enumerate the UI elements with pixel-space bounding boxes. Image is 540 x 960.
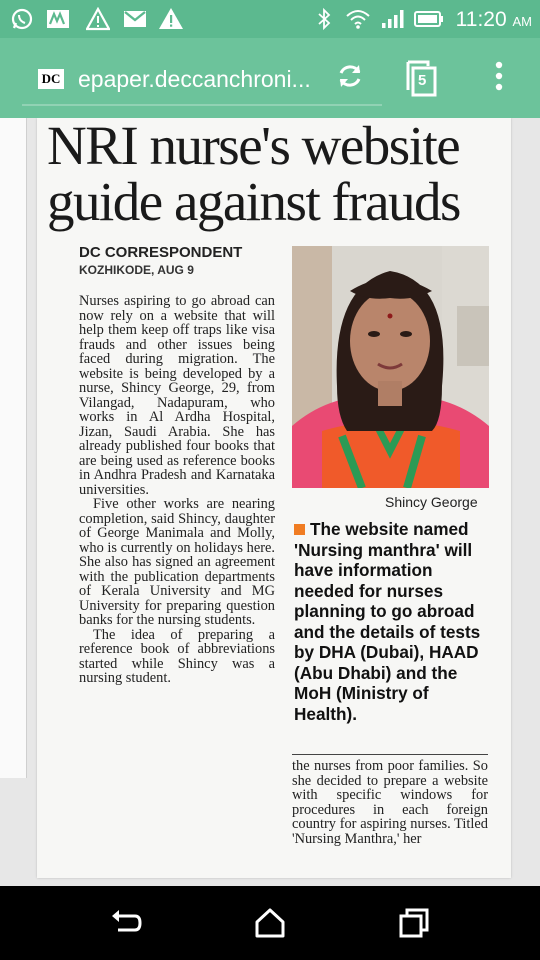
bluetooth-icon bbox=[316, 7, 332, 31]
pull-quote-text: The website named 'Nursing manthra' will have information needed for nurses planning to go abroad and the details of tests by DHA (Dubai), HAAD (Abu Dhabi) and the MoH (Ministry of Health). bbox=[294, 519, 481, 724]
navigation-bar bbox=[0, 886, 540, 960]
address-bar[interactable] bbox=[22, 58, 382, 106]
portrait-photo bbox=[292, 246, 489, 488]
browser-toolbar bbox=[0, 38, 540, 118]
newspaper-clipping bbox=[37, 118, 511, 878]
battery-icon bbox=[414, 7, 444, 31]
url-text[interactable]: epaper.deccanchroni... bbox=[78, 66, 311, 92]
article-paragraph: The idea of preparing a reference book of abbreviations started while Shincy was a nursing student. bbox=[79, 626, 275, 686]
page-content[interactable] bbox=[0, 118, 540, 886]
article-column bbox=[79, 294, 275, 686]
article-column bbox=[292, 754, 488, 846]
signal-icon bbox=[380, 7, 406, 31]
article-paragraph: Nurses aspiring to go abroad can now rely on a website that will help them keep off traps like visa frauds and other issues being faced during migration. The website is being developed by a nurse, Shincy George, 29, from Vilangad, Nadapuram, who works in Al Ardha Hospital, Jizan, Saudi Arabia. She has already published four books that are being used as reference books in Andhra Pradesh and Karnataka universities. bbox=[79, 293, 275, 498]
recents-icon[interactable] bbox=[396, 906, 432, 940]
article-byline: DC CORRESPONDENT bbox=[79, 244, 243, 261]
pull-quote bbox=[294, 519, 494, 724]
status-bar bbox=[0, 0, 540, 38]
overflow-menu-icon[interactable] bbox=[484, 60, 514, 96]
adjacent-page-edge[interactable] bbox=[0, 118, 27, 778]
site-favicon: DC bbox=[38, 69, 64, 89]
warning-icon bbox=[86, 7, 110, 31]
article-dateline: KOZHIKODE, AUG 9 bbox=[79, 263, 194, 277]
warning-icon bbox=[158, 7, 184, 31]
back-icon[interactable] bbox=[108, 906, 144, 940]
article-paragraph: Five other works are nearing completion, said Shincy, daughter of George Manimala and Molly, who is currently on holidays here. She also has signed an agreement with the publication departments of Kerala University and MG University for preparing question banks for the nursing students. bbox=[79, 496, 275, 628]
tab-switcher-button[interactable] bbox=[404, 60, 438, 98]
article-paragraph: the nurses from poor families. So she decided to prepare a website with specific windows for procedures in each foreign country for aspiring nurses. Titled 'Nursing Manthra,' her bbox=[292, 758, 488, 847]
home-icon[interactable] bbox=[252, 906, 288, 940]
wifi-icon bbox=[345, 7, 371, 31]
reload-icon[interactable] bbox=[334, 60, 366, 92]
tab-count: 5 bbox=[418, 72, 427, 89]
photo-caption: Shincy George bbox=[385, 494, 478, 510]
headline-line: guide against frauds bbox=[47, 171, 460, 232]
headline-line: NRI nurse's website bbox=[47, 118, 460, 176]
gmail-icon bbox=[122, 7, 148, 31]
orange-square-icon bbox=[294, 524, 305, 535]
status-time: 11:20 AM bbox=[455, 8, 532, 31]
whatsapp-icon bbox=[10, 7, 34, 31]
article-headline bbox=[47, 118, 507, 230]
app-icon bbox=[46, 7, 72, 31]
